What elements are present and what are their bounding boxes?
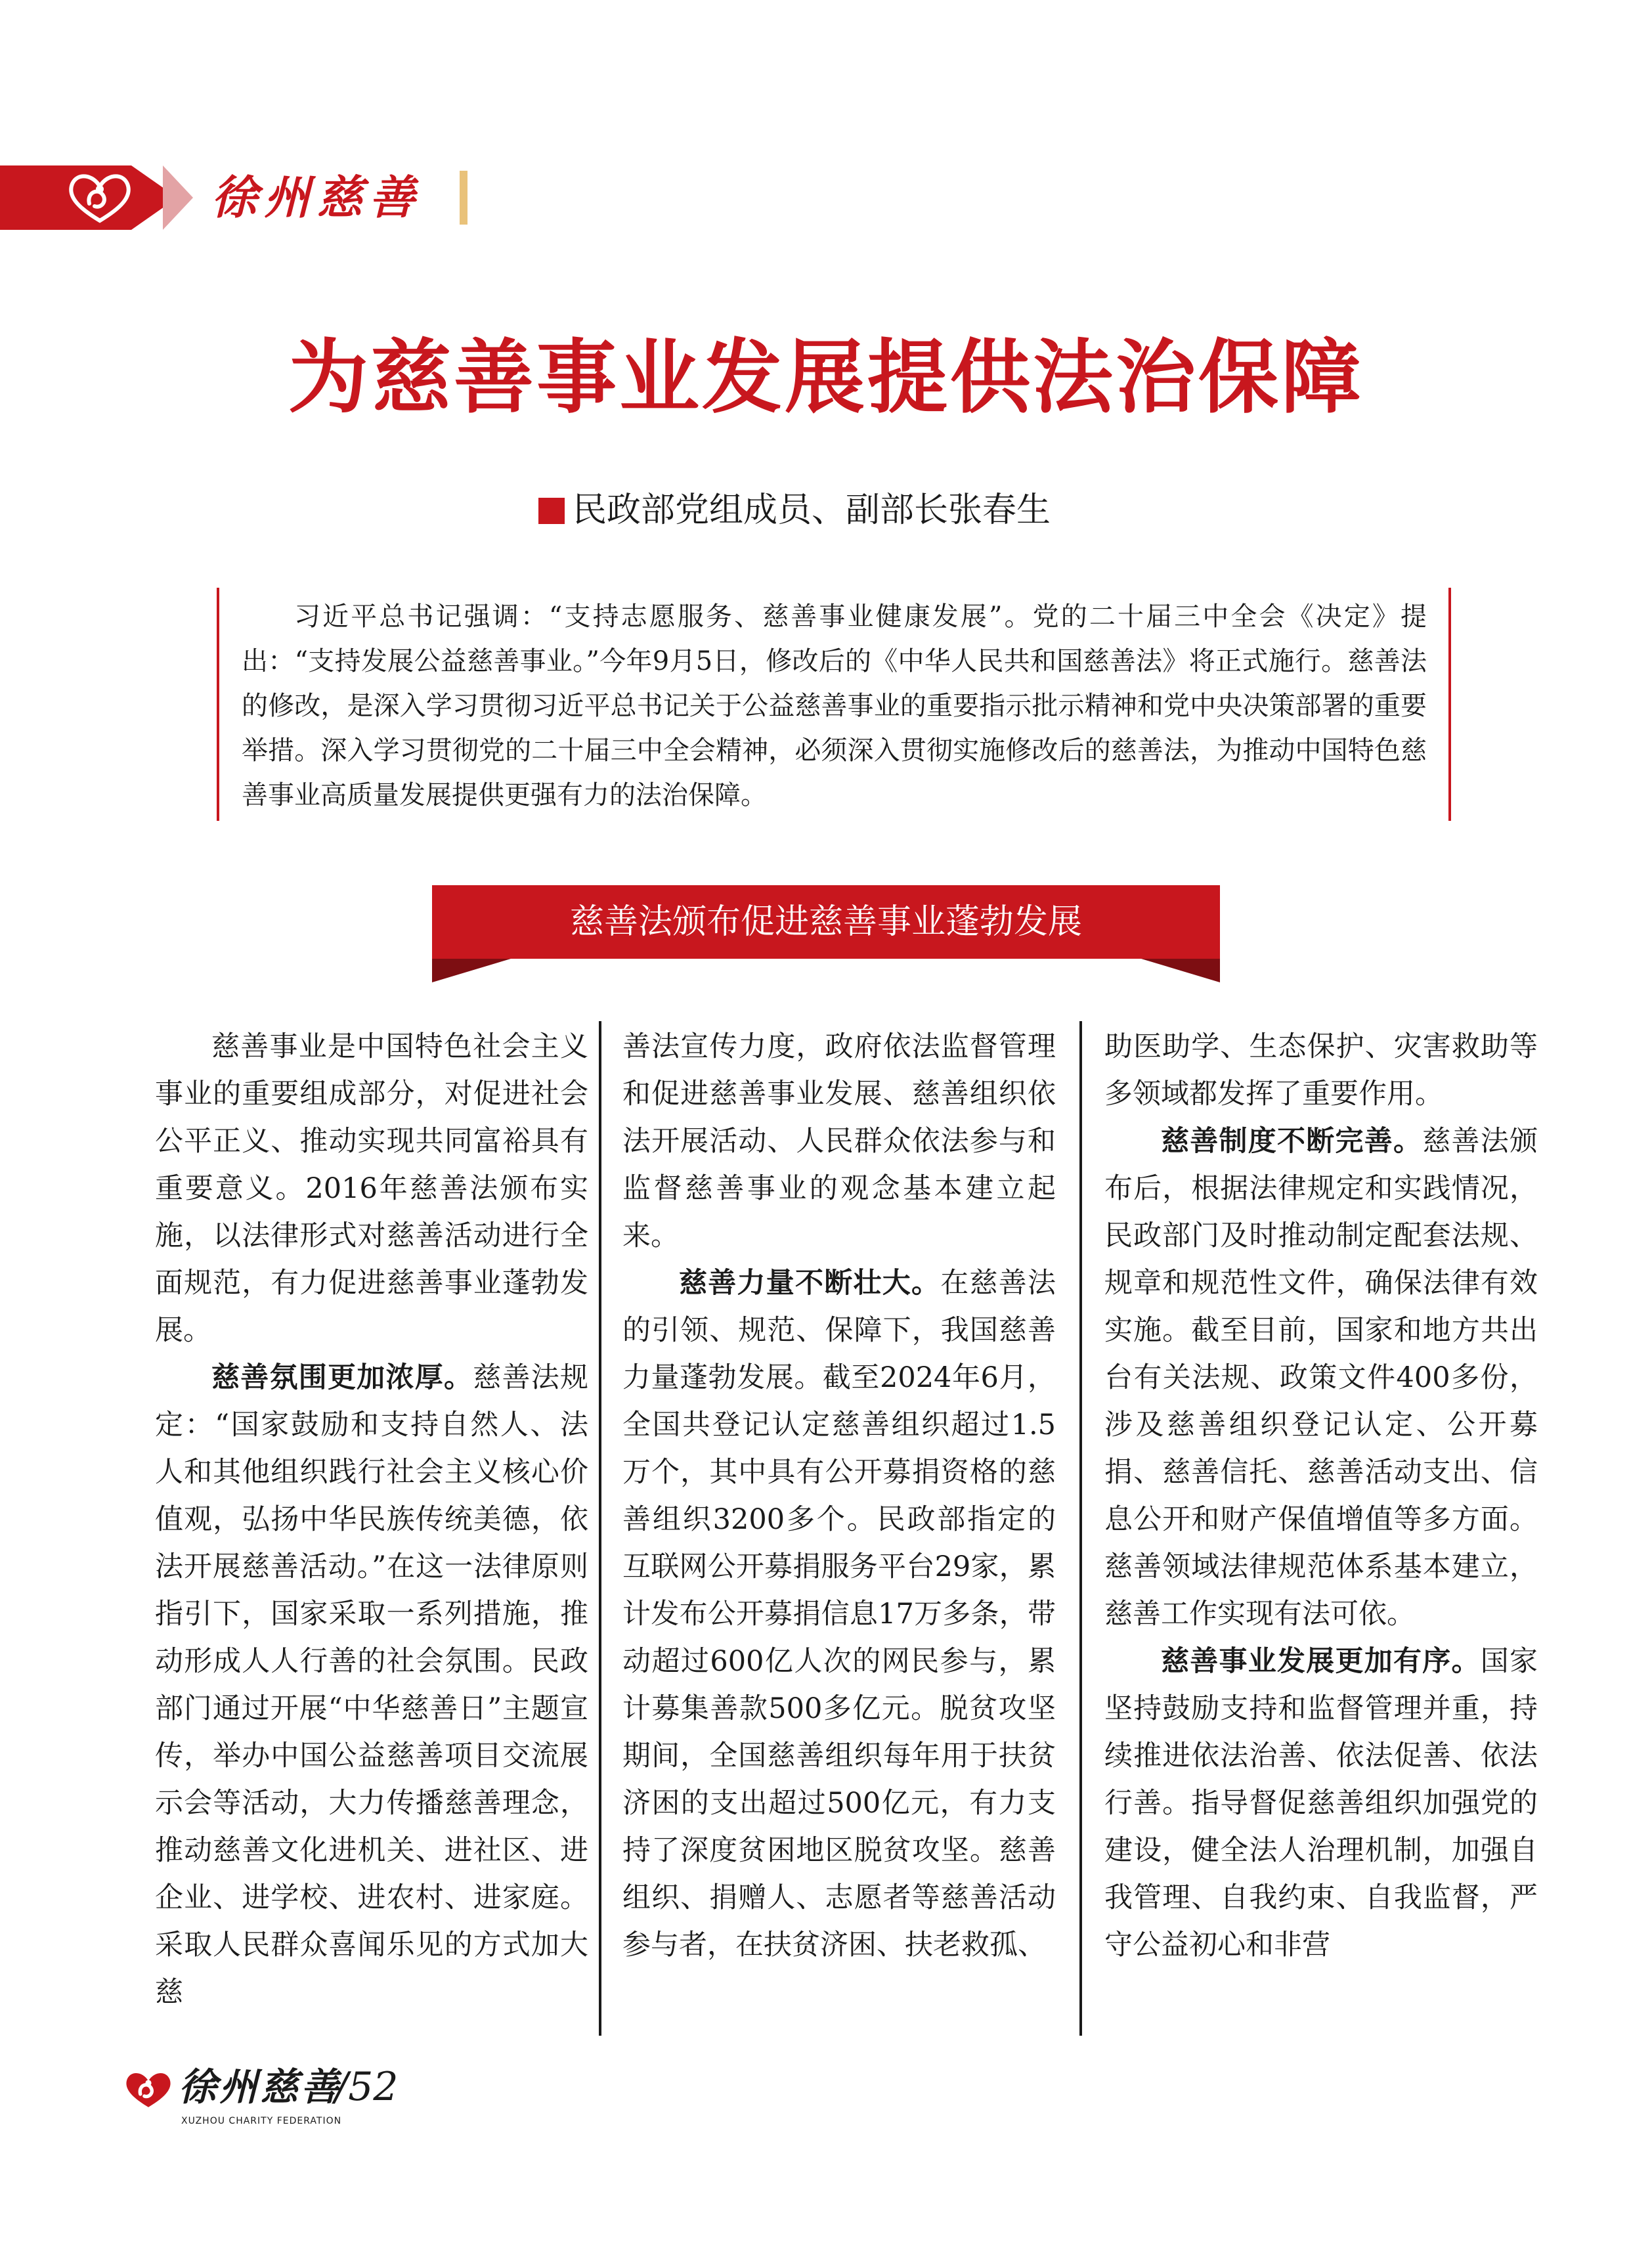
byline-text: 民政部党组成员、副部长张春生 [573,491,1051,530]
body-column-3 [1104,1023,1538,1969]
page-number: /52 [335,2064,399,2110]
footer-subtitle: XUZHOU CHARITY FEDERATION [181,2116,342,2126]
article-title: 为慈善事业发展提供法治保障 [288,331,1364,424]
paragraph: 助医助学、生态保护、灾害救助等多领域都发挥了重要作用。 [1104,1030,1538,1110]
paragraph-lead: 慈善氛围更加浓厚。 [211,1361,473,1394]
header-ribbon [0,165,473,230]
byline [538,487,1195,533]
paragraph-lead: 慈善事业发展更加有序。 [1161,1645,1481,1678]
paragraph-body: 慈善法颁布后，根据法律规定和实践情况，民政部门及时推动制定配套法规、规章和规范性文件，确保法律有效实施。截至目前，国家和地方共出台有关法规、政策文件400多份，涉及慈善组织登记认定、公开募捐、慈善信托、慈善活动支出、信息公开和财产保值增值等多方面。慈善领域法律规范体系基本建立，慈善工作实现有法可依。 [1104,1125,1538,1631]
column-divider [1079,1021,1082,2036]
body-column-1 [155,1023,588,2016]
abstract-text: 习近平总书记强调：“支持志愿服务、慈善事业健康发展”。党的二十届三中全会《决定》提出：“支持发展公益慈善事业。”今年9月5日，修改后的《中华人民共和国慈善法》将正式施行。慈善法的修改，是深入学习贯彻习近平总书记关于公益慈善事业的重要指示批示精神和党中央决策部署的重要举措。深入学习贯彻党的二十届三中全会精神，必须深入贯彻实施修改后的慈善法，为推动中国特色慈善事业高质量发展提供更强有力的法治保障。 [242,602,1427,810]
header-arrow-light [163,165,193,230]
paragraph: 善法宣传力度，政府依法监督管理和促进慈善事业发展、慈善组织依法开展活动、人民群众依法参与和监督慈善事业的观念基本建立起来。 [622,1030,1056,1252]
section-banner-fold-right [1141,959,1220,982]
footer-brand: 徐州慈善 [179,2065,342,2109]
abstract-box [217,588,1451,821]
charity-logo-icon [118,2066,179,2113]
column-divider [599,1021,601,2036]
byline-square-icon [538,498,565,524]
section-banner-fold-left [432,959,511,982]
paragraph-body: 在慈善法的引领、规范、保障下，我国慈善力量蓬勃发展。截至2024年6月，全国共登记认定慈善组织超过1.5万个，其中具有公开募捐资格的慈善组织3200多个。民政部指定的互联网公开募捐服务平台29家，累计发布公开募捐信息17万多条，带动超过600亿人次的网民参与，累计募集善款500多亿元。脱贫攻坚期间，全国慈善组织每年用于扶贫济困的支出超过500亿元，有力支持了深度贫困地区脱贫攻坚。慈善组织、捐赠人、志愿者等慈善活动参与者，在扶贫济困、扶老救孤、 [622,1267,1056,1961]
paragraph: 慈善事业是中国特色社会主义事业的重要组成部分，对促进社会公平正义、推动实现共同富裕具有重要意义。2016年慈善法颁布实施，以法律形式对慈善活动进行全面规范，有力促进慈善事业蓬勃发展。 [155,1030,588,1347]
paragraph [1104,1638,1538,1969]
paragraph-lead: 慈善力量不断壮大。 [679,1267,941,1300]
page-footer [118,2061,446,2139]
section-heading: 慈善法颁布促进慈善事业蓬勃发展 [569,902,1082,942]
paragraph-body: 慈善法规定：“国家鼓励和支持自然人、法人和其他组织践行社会主义核心价值观，弘扬中华民族传统美德，依法开展慈善活动。”在这一法律原则指引下，国家采取一系列措施，推动形成人人行善的社会氛围。民政部门通过开展“中华慈善日”主题宣传，举办中国公益慈善项目交流展示会等活动，大力传播慈善理念，推动慈善文化进机关、进社区、进企业、进学校、进农村、进家庭。采取人民群众喜闻乐见的方式加大慈 [155,1361,588,2009]
paragraph-lead: 慈善制度不断完善。 [1161,1125,1423,1158]
paragraph [155,1354,588,2016]
header-gold-bar [460,171,467,225]
paragraph [622,1260,1056,1969]
paragraph [1104,1118,1538,1638]
body-column-2 [622,1023,1056,1969]
header-brand: 徐州慈善 [211,170,422,225]
section-banner [432,885,1220,984]
charity-logo-icon [60,169,139,226]
paragraph-body: 国家坚持鼓励支持和监督管理并重，持续推进依法治善、依法促善、依法行善。指导督促慈善组织加强党的建设，健全法人治理机制，加强自我管理、自我约束、自我监督，严守公益初心和非营 [1104,1645,1538,1961]
